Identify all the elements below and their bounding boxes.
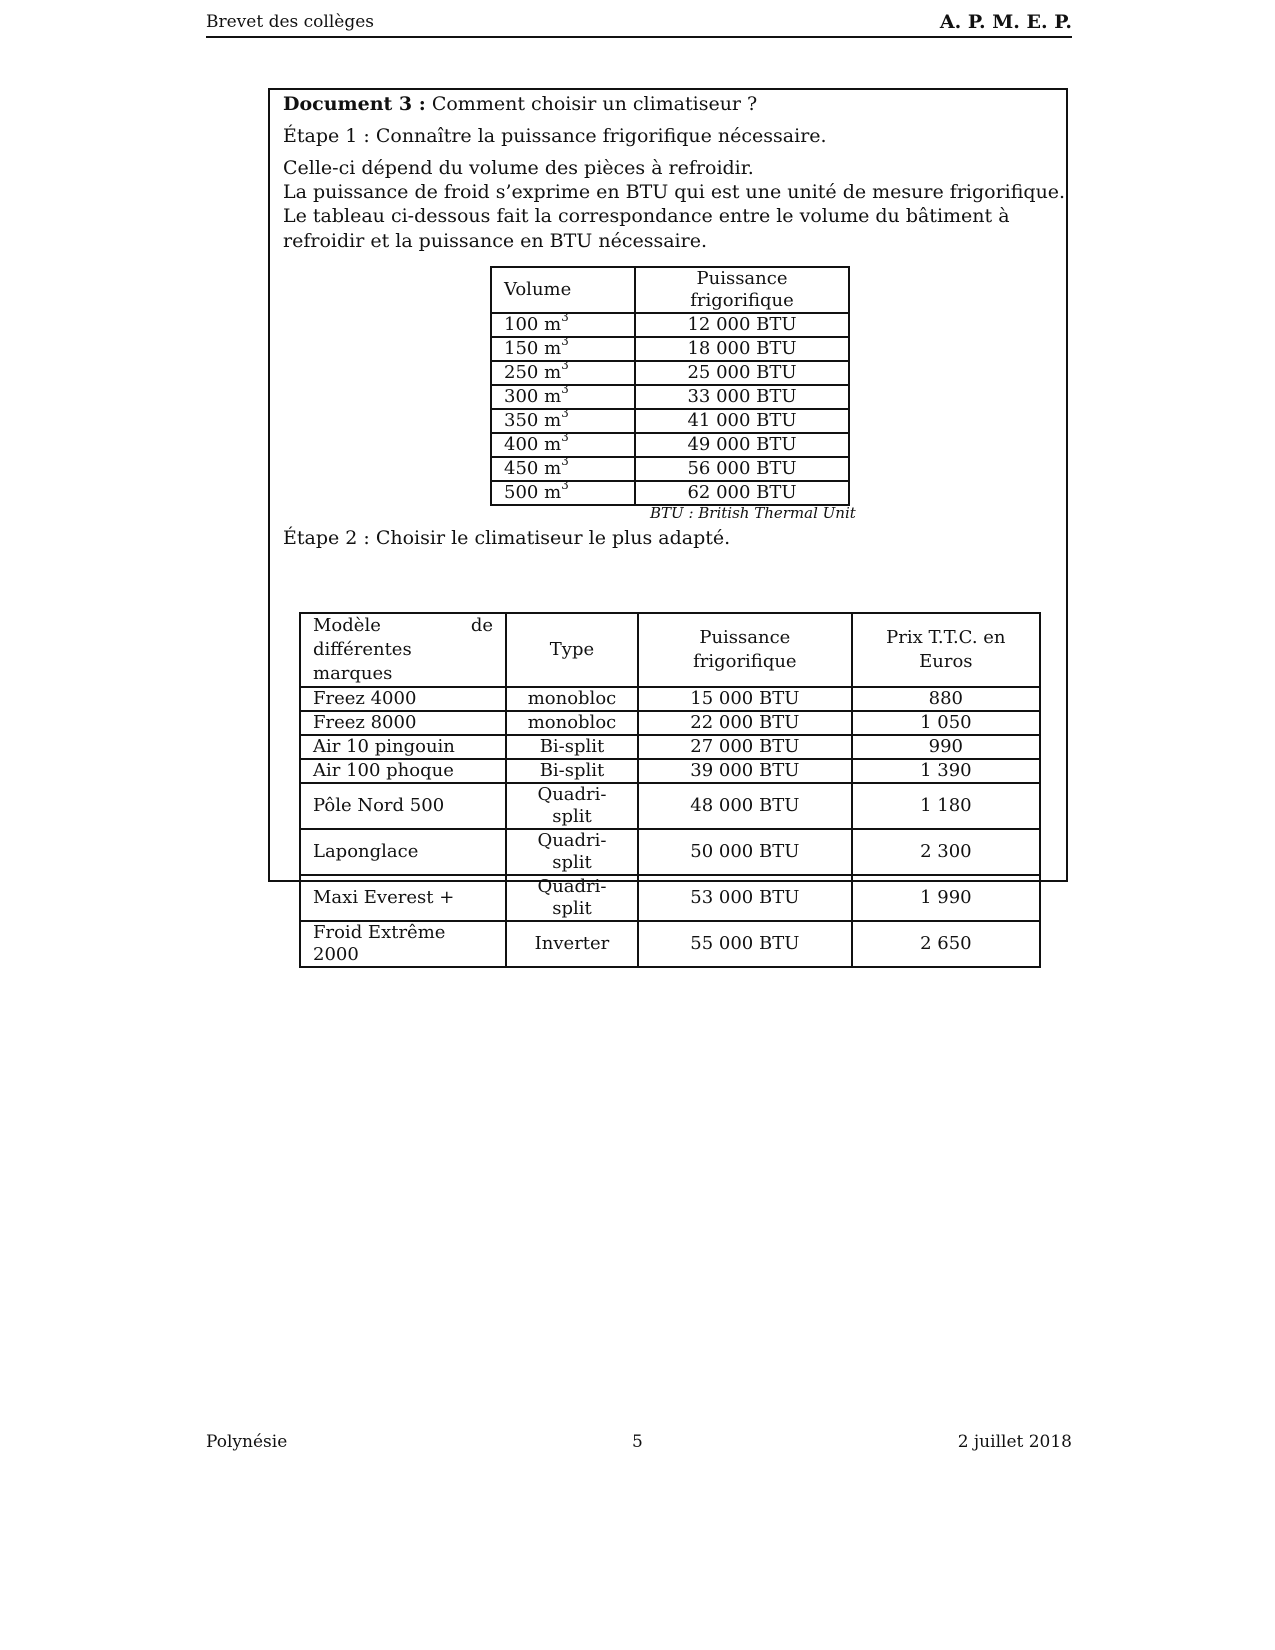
column-header-model: Modèle de différentes marques bbox=[300, 613, 506, 687]
power-cell: 56 000 BTU bbox=[635, 457, 849, 481]
power-cell: 12 000 BTU bbox=[635, 313, 849, 337]
footer-location: Polynésie bbox=[206, 1432, 288, 1452]
model-cell: Laponglace bbox=[300, 829, 506, 875]
volume-value: 100 bbox=[504, 314, 539, 335]
power-cell: 27 000 BTU bbox=[638, 735, 852, 759]
volume-power-table bbox=[490, 266, 850, 506]
header-publisher: A. P. M. E. P. bbox=[939, 11, 1072, 33]
type-cell: Quadri-split bbox=[506, 829, 638, 875]
column-header-power: Puissance frigorifique bbox=[638, 613, 852, 687]
volume-value: 450 bbox=[504, 458, 539, 479]
volume-unit: m bbox=[544, 482, 562, 503]
intro-line-1: Celle-ci dépend du volume des pièces à refroidir. bbox=[283, 157, 754, 179]
footer-page-number: 5 bbox=[632, 1432, 643, 1452]
type-cell: monobloc bbox=[506, 687, 638, 711]
table-row bbox=[491, 481, 849, 505]
price-cell: 2 650 bbox=[852, 921, 1040, 967]
power-cell: 39 000 BTU bbox=[638, 759, 852, 783]
volume-exponent: 3 bbox=[561, 382, 569, 396]
type-cell: Quadri-split bbox=[506, 783, 638, 829]
volume-cell bbox=[491, 478, 635, 505]
table-row bbox=[491, 433, 849, 457]
model-cell: Air 10 pingouin bbox=[300, 735, 506, 759]
price-cell: 1 390 bbox=[852, 759, 1040, 783]
volume-value: 500 bbox=[504, 482, 539, 503]
step-2-heading: Étape 2 : Choisir le climatiseur le plus adapté. bbox=[283, 527, 731, 549]
type-cell: Bi-split bbox=[506, 759, 638, 783]
power-cell: 25 000 BTU bbox=[635, 361, 849, 385]
table-row bbox=[491, 313, 849, 337]
document-title-label: Document 3 : bbox=[283, 93, 426, 115]
volume-value: 150 bbox=[504, 338, 539, 359]
model-cell: Froid Extrême 2000 bbox=[300, 921, 506, 967]
volume-power-table-body bbox=[491, 310, 849, 505]
volume-exponent: 3 bbox=[561, 358, 569, 372]
table-header-row bbox=[300, 613, 1040, 687]
power-cell: 33 000 BTU bbox=[635, 385, 849, 409]
volume-exponent: 3 bbox=[561, 334, 569, 348]
btu-footnote: BTU : British Thermal Unit bbox=[650, 504, 856, 522]
type-cell: monobloc bbox=[506, 711, 638, 735]
air-conditioner-table bbox=[299, 612, 1041, 968]
power-cell: 48 000 BTU bbox=[638, 783, 852, 829]
table-row bbox=[300, 687, 1040, 711]
column-header-power: Puissance frigorifique bbox=[635, 267, 849, 313]
volume-exponent: 3 bbox=[561, 454, 569, 468]
document-title bbox=[283, 92, 1058, 117]
document-3-box bbox=[268, 88, 1068, 965]
type-cell: Quadri-split bbox=[506, 875, 638, 921]
price-cell: 1 990 bbox=[852, 875, 1040, 921]
header-exam-name: Brevet des collèges bbox=[206, 12, 375, 32]
power-cell: 18 000 BTU bbox=[635, 337, 849, 361]
price-cell: 1 050 bbox=[852, 711, 1040, 735]
table-header-row bbox=[491, 267, 849, 313]
table-row bbox=[491, 361, 849, 385]
power-cell: 53 000 BTU bbox=[638, 875, 852, 921]
model-cell: Freez 4000 bbox=[300, 687, 506, 711]
power-cell: 22 000 BTU bbox=[638, 711, 852, 735]
table-row bbox=[300, 783, 1040, 829]
volume-unit: m bbox=[544, 410, 562, 431]
power-cell: 49 000 BTU bbox=[635, 433, 849, 457]
intro-line-2: La puissance de froid s’exprime en BTU qui est une unité de mesure frigorifique. bbox=[283, 181, 1066, 203]
table-row bbox=[491, 409, 849, 433]
step-1-heading: Étape 1 : Connaître la puissance frigorifique nécessaire. bbox=[283, 125, 827, 147]
table-row bbox=[491, 337, 849, 361]
price-cell: 880 bbox=[852, 687, 1040, 711]
price-cell: 990 bbox=[852, 735, 1040, 759]
volume-value: 250 bbox=[504, 362, 539, 383]
table-row bbox=[300, 711, 1040, 735]
column-header-type: Type bbox=[506, 613, 638, 687]
volume-exponent: 3 bbox=[561, 478, 569, 492]
volume-unit: m bbox=[544, 458, 562, 479]
page-header bbox=[206, 10, 1072, 38]
price-cell: 1 180 bbox=[852, 783, 1040, 829]
table-row bbox=[300, 921, 1040, 967]
table-row bbox=[491, 385, 849, 409]
table-row bbox=[300, 829, 1040, 875]
volume-exponent: 3 bbox=[561, 430, 569, 444]
table-row bbox=[300, 759, 1040, 783]
intro-line-3: Le tableau ci-dessous fait la correspondance entre le volume du bâtiment à refroidir et la puissance en BTU nécessaire. bbox=[283, 205, 1010, 252]
volume-unit: m bbox=[544, 338, 562, 359]
volume-unit: m bbox=[544, 386, 562, 407]
model-cell: Pôle Nord 500 bbox=[300, 783, 506, 829]
power-cell: 41 000 BTU bbox=[635, 409, 849, 433]
table-row bbox=[300, 875, 1040, 921]
power-cell: 50 000 BTU bbox=[638, 829, 852, 875]
column-header-volume: Volume bbox=[491, 267, 635, 313]
table-row bbox=[491, 457, 849, 481]
volume-exponent: 3 bbox=[561, 406, 569, 420]
volume-value: 300 bbox=[504, 386, 539, 407]
footer-date: 2 juillet 2018 bbox=[957, 1432, 1072, 1452]
power-cell: 62 000 BTU bbox=[635, 481, 849, 505]
price-cell: 2 300 bbox=[852, 829, 1040, 875]
volume-exponent: 3 bbox=[561, 310, 569, 324]
power-cell: 15 000 BTU bbox=[638, 687, 852, 711]
model-cell: Air 100 phoque bbox=[300, 759, 506, 783]
power-cell: 55 000 BTU bbox=[638, 921, 852, 967]
column-header-price: Prix T.T.C. en Euros bbox=[852, 613, 1040, 687]
volume-value: 400 bbox=[504, 434, 539, 455]
table-row bbox=[300, 735, 1040, 759]
volume-unit: m bbox=[544, 314, 562, 335]
type-cell: Bi-split bbox=[506, 735, 638, 759]
volume-unit: m bbox=[544, 362, 562, 383]
type-cell: Inverter bbox=[506, 921, 638, 967]
model-cell: Maxi Everest + bbox=[300, 875, 506, 921]
volume-unit: m bbox=[544, 434, 562, 455]
air-conditioner-table-body bbox=[300, 687, 1040, 967]
document-title-text: Comment choisir un climatiseur ? bbox=[431, 93, 758, 115]
volume-value: 350 bbox=[504, 410, 539, 431]
model-cell: Freez 8000 bbox=[300, 711, 506, 735]
